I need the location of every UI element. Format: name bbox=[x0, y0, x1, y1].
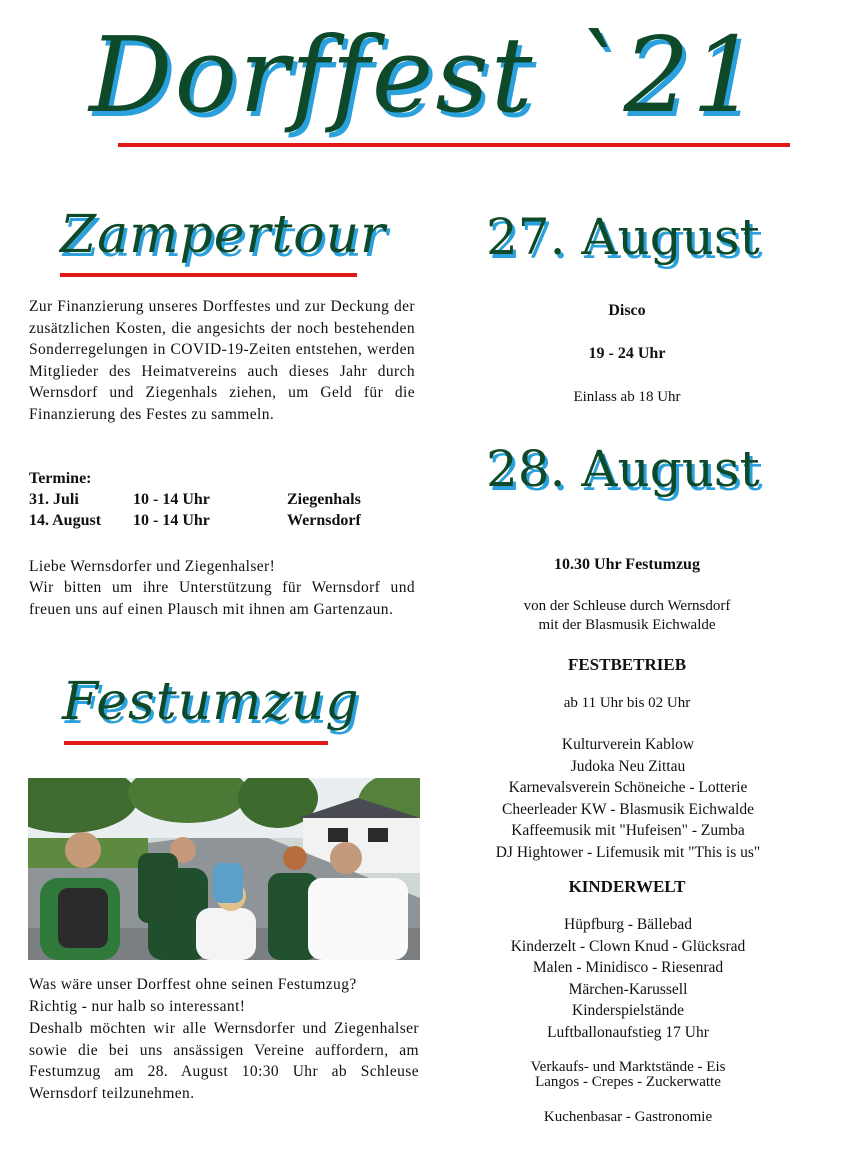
zampertour-paragraph: Zur Finanzierung unseres Dorffestes und zur Deckung der zusätzlichen Kosten, die angesichts der noch bestehenden Sonderregelungen in COVID-19-Zeiten entstehen, werden Mitglieder des Heimatvereins auch dieses Jahr durch Wernsdorf und Ziegenhals ziehen, um Geld für die Finanzierung des Festes zu sammeln. bbox=[29, 298, 415, 423]
parade-photo bbox=[28, 778, 420, 960]
festumzug-line2: Richtig - nur halb so interessant! bbox=[29, 998, 246, 1015]
kinderwelt-item: Hüpfburg - Bällebad bbox=[564, 916, 692, 933]
page-title: Dorffest `21 bbox=[89, 14, 760, 136]
zampertour-heading: Zampertour bbox=[60, 205, 386, 265]
kinderwelt-heading: KINDERWELT bbox=[568, 877, 686, 896]
program-item: Kaffeemusik mit "Hufeisen" - Zumba bbox=[511, 822, 745, 840]
termin-date: 31. Juli bbox=[29, 491, 79, 508]
kinderwelt-item: Malen - Minidisco - Riesenrad bbox=[532, 959, 724, 977]
aug28-route2: mit der Blasmusik Eichwalde bbox=[538, 617, 716, 633]
termin-place: Wernsdorf bbox=[287, 512, 361, 529]
zampertour-underline bbox=[60, 273, 357, 277]
termin-row bbox=[29, 489, 361, 510]
termin-row bbox=[29, 510, 361, 531]
program-item: Judoka Neu Zittau bbox=[570, 757, 686, 775]
termine-block bbox=[29, 468, 419, 531]
title-underline bbox=[118, 143, 790, 147]
parade-photo-illustration bbox=[28, 778, 420, 960]
festumzug-underline bbox=[64, 741, 328, 745]
aug27-time: 19 - 24 Uhr bbox=[588, 345, 666, 362]
termine-table bbox=[29, 489, 361, 531]
festbetrieb-heading: FESTBETRIEB bbox=[567, 655, 687, 674]
program-item: DJ Hightower - Lifemusik mit "This is us" bbox=[495, 843, 761, 861]
festbetrieb-time: ab 11 Uhr bis 02 Uhr bbox=[563, 695, 691, 711]
zampertour-request: Wir bitten um ihre Unterstützung für Wernsdorf und freuen uns auf einen Plausch mit ihnen am Gartenzaun. bbox=[29, 579, 415, 618]
aug28-route1: von der Schleuse durch Wernsdorf bbox=[523, 598, 731, 614]
program-item: Karnevalsverein Schöneiche - Lotterie bbox=[508, 779, 748, 797]
festumzug-line1: Was wäre unser Dorffest ohne seinen Festumzug? bbox=[29, 976, 357, 993]
aug27-event: Disco bbox=[608, 302, 646, 319]
market-line2: Langos - Crepes - Zuckerwatte bbox=[535, 1074, 721, 1090]
kinderwelt-item: Märchen-Karussell bbox=[568, 980, 688, 998]
termin-place: Ziegenhals bbox=[287, 491, 361, 508]
aug27-entry: Einlass ab 18 Uhr bbox=[573, 389, 681, 405]
termin-time: 10 - 14 Uhr bbox=[133, 512, 210, 529]
date-aug28: 28. August bbox=[486, 440, 760, 498]
date-aug27: 27. August bbox=[486, 208, 760, 266]
termine-label: Termine: bbox=[29, 470, 92, 487]
zampertour-greeting: Liebe Wernsdorfer und Ziegenhalser! bbox=[29, 558, 276, 575]
kinderwelt-item: Kinderzelt - Clown Knud - Glücksrad bbox=[510, 937, 746, 955]
market-line1: Verkaufs- und Marktstände - Eis bbox=[530, 1059, 726, 1075]
termin-date: 14. August bbox=[29, 512, 102, 529]
festumzug-line3: Deshalb möchten wir alle Wernsdorfer und Ziegenhalser sowie die bei uns ansässigen Vereine auffordern, am Festumzug am 28. August 10:30 Uhr ab Schleuse Wernsdorf teilzunehmen. bbox=[29, 1020, 419, 1102]
termin-time: 10 - 14 Uhr bbox=[133, 491, 210, 508]
aug28-parade: 10.30 Uhr Festumzug bbox=[554, 556, 700, 573]
kinderwelt-item: Kinderspielstände bbox=[572, 1002, 684, 1020]
festumzug-heading: Festumzug bbox=[62, 672, 360, 732]
kinderwelt-item: Luftballonaufstieg 17 Uhr bbox=[547, 1023, 709, 1041]
program-item: Kulturverein Kablow bbox=[561, 736, 695, 753]
kinderwelt-list bbox=[440, 914, 816, 1044]
program-item: Cheerleader KW - Blasmusik Eichwalde bbox=[502, 800, 754, 818]
food-line: Kuchenbasar - Gastronomie bbox=[543, 1109, 713, 1125]
program-list bbox=[440, 734, 816, 864]
